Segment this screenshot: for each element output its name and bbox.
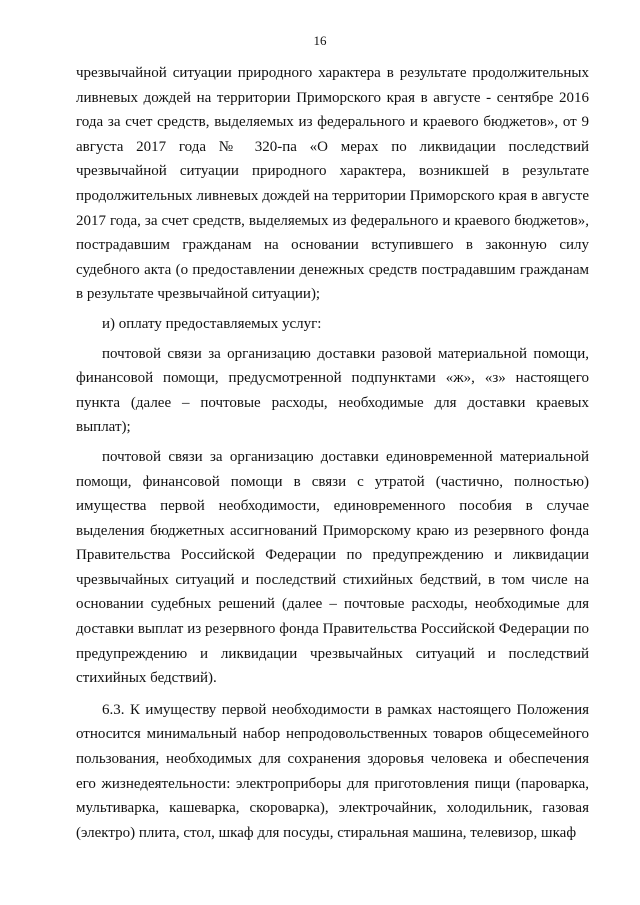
paragraph-continuation: чрезвычайной ситуации природного характера в результате продолжительных ливневых дождей на территории Приморского края в августе - сентябре 2016 года за счет средств, выделяемых из федерального и краевого бюджетов», от 9 августа 2017 года № 320-па «О мерах по ликвидации последствий чрезвычайной ситуации природного характера, возникшей в результате продолжительных ливневых дождей на территории Приморского края в августе 2017 года, за счет средств, выделяемых из федерального и краевого бюджетов», пострадавшим гражданам на основании вступившего в законную силу судебного акта (о предоставлении денежных средств пострадавшим гражданам в результате чрезвычайной ситуации); bbox=[76, 65, 589, 303]
paragraph-postal-federal: почтовой связи за организацию доставки единовременной материальной помощи, финансовой помощи в связи с утратой (частично, полностью) имущества первой необходимости, единовременного пособия в случае выделения бюджетных ассигнований Приморскому краю из резервного фонда Правительства Российской Федерации по предупреждению и ликвидации чрезвычайных ситуаций и последствий стихийных бедствий, в том числе на основании судебных решений (далее – почтовые расходы, необходимые для доставки выплат из резервного фонда Правительства Российской Федерации по предупреждению и ликвидации чрезвычайных ситуаций и последствий стихийных бедствий). bbox=[76, 448, 589, 687]
paragraph-postal-regional: почтовой связи за организацию доставки разовой материальной помощи, финансовой помощи, предусмотренной подпунктами «ж», «з» настоящего пункта (далее – почтовые расходы, необходимые для доставки краевых выплат); bbox=[76, 345, 589, 436]
paragraph-section-6-3: 6.3. К имуществу первой необходимости в рамках настоящего Положения относится минимальный набор непродовольственных товаров общесемейного пользования, необходимых для сохранения здоровья человека и обеспечения его жизнедеятельности: электроприборы для приготовления пищи (пароварка, мультиварка, кашеварка, скороварка), электрочайник, холодильник, газовая (электро) плита, стол, шкаф для посуды, стиральная машина, телевизор, шкаф bbox=[76, 701, 589, 841]
document-body bbox=[76, 61, 589, 845]
page-number: 16 bbox=[313, 33, 327, 48]
paragraph-item-i: и) оплату предоставляемых услуг: bbox=[102, 315, 322, 332]
